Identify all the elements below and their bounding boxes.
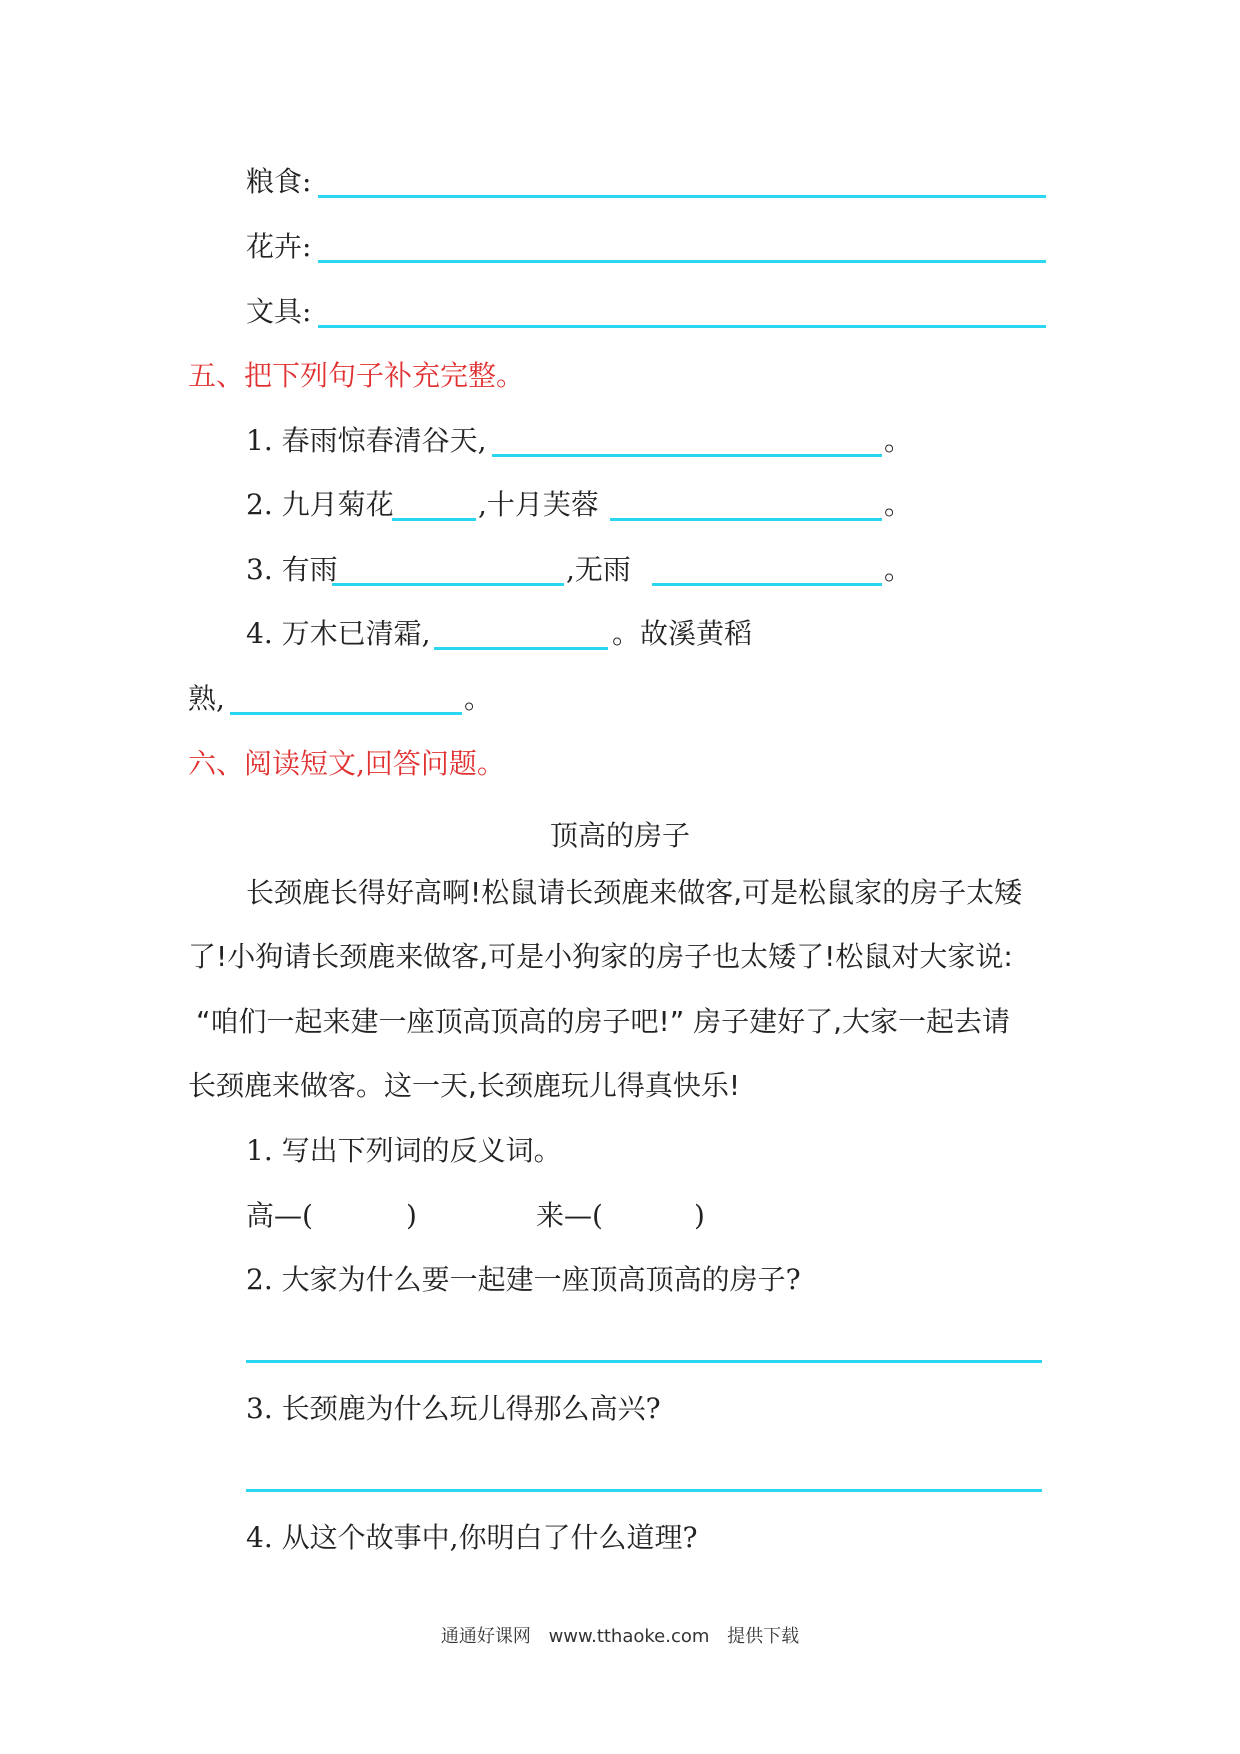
q1-blank[interactable] bbox=[492, 454, 882, 457]
q2-text-b: ,十月芙蓉 bbox=[478, 488, 599, 521]
paragraph-line-1 bbox=[0, 876, 1240, 935]
section6-q2 bbox=[0, 1263, 1240, 1322]
answer-row-grain bbox=[0, 165, 1240, 224]
section5-q3 bbox=[0, 553, 1240, 612]
footer bbox=[0, 1622, 1240, 1648]
footer-suffix: 提供下载 bbox=[727, 1626, 800, 1647]
q4-text-b: 。故溪黄稻 bbox=[612, 617, 753, 650]
q1-text: 1. 春雨惊春清谷天, bbox=[246, 424, 487, 457]
paragraph-line-4 bbox=[0, 1069, 1240, 1128]
answer-row-flowers bbox=[0, 230, 1240, 289]
antonym-pair-1-end: ) bbox=[406, 1199, 417, 1232]
paragraph-text-3: “咱们一起来建一座顶高顶高的房子吧!” 房子建好了,大家一起去请 bbox=[196, 1005, 1011, 1038]
answer-line-stationery[interactable] bbox=[318, 325, 1046, 328]
section5-q1 bbox=[0, 424, 1240, 483]
paragraph-line-2 bbox=[0, 940, 1240, 999]
s6-q3-answer-line[interactable] bbox=[246, 1489, 1042, 1492]
section6-heading: 六、阅读短文,回答问题。 bbox=[188, 747, 505, 780]
antonym-blank-1[interactable] bbox=[312, 1202, 404, 1232]
s6-q3-text: 3. 长颈鹿为什么玩儿得那么高兴? bbox=[246, 1392, 661, 1425]
answer-row-stationery bbox=[0, 295, 1240, 354]
paragraph-text-4: 长颈鹿来做客。这一天,长颈鹿玩儿得真快乐! bbox=[188, 1069, 741, 1102]
q2-blank-2[interactable] bbox=[610, 518, 882, 521]
story-title: 顶高的房子 bbox=[549, 819, 690, 852]
label-grain: 粮食: bbox=[246, 165, 312, 198]
s6-q2-answer-line[interactable] bbox=[246, 1360, 1042, 1363]
s6-q2-text: 2. 大家为什么要一起建一座顶高顶高的房子? bbox=[246, 1263, 801, 1296]
section6-heading-row bbox=[0, 747, 1240, 806]
antonym-blank-2[interactable] bbox=[602, 1202, 694, 1232]
q3-blank-2[interactable] bbox=[652, 583, 882, 586]
q4-end: 。 bbox=[464, 682, 493, 715]
q3-end: 。 bbox=[884, 553, 913, 586]
paragraph-line-3 bbox=[0, 1005, 1240, 1064]
label-stationery: 文具: bbox=[246, 295, 312, 328]
q4-blank-1[interactable] bbox=[434, 647, 608, 650]
q3-text-a: 3. 有雨 bbox=[246, 553, 338, 586]
footer-url[interactable]: www.tthaoke.com bbox=[548, 1626, 710, 1647]
q2-end: 。 bbox=[884, 488, 913, 521]
q4-blank-2[interactable] bbox=[230, 712, 462, 715]
antonym-pair-1: 高—( bbox=[246, 1199, 313, 1232]
paragraph-text-2: 了!小狗请长颈鹿来做客,可是小狗家的房子也太矮了!松鼠对大家说: bbox=[188, 940, 1013, 973]
section5-heading: 五、把下列句子补充完整。 bbox=[188, 359, 525, 392]
section5-q2 bbox=[0, 488, 1240, 547]
antonym-pair-2: 来—( bbox=[536, 1199, 603, 1232]
answer-line-grain[interactable] bbox=[318, 195, 1046, 198]
section5-q4 bbox=[0, 617, 1240, 676]
section5-heading-row bbox=[0, 359, 1240, 418]
antonym-row bbox=[0, 1199, 1240, 1258]
q4-text-a: 4. 万木已清霜, bbox=[246, 617, 431, 650]
paragraph-text-1: 长颈鹿长得好高啊!松鼠请长颈鹿来做客,可是松鼠家的房子太矮 bbox=[246, 876, 1023, 909]
q4-text-c: 熟, bbox=[188, 682, 225, 715]
section6-q3 bbox=[0, 1392, 1240, 1451]
q3-blank-1[interactable] bbox=[332, 583, 564, 586]
antonym-pair-2-end: ) bbox=[694, 1199, 705, 1232]
section5-q4-cont bbox=[0, 682, 1240, 741]
footer-site: 通通好课网 bbox=[440, 1626, 531, 1647]
section6-q4 bbox=[0, 1521, 1240, 1580]
q3-text-b: ,无雨 bbox=[566, 553, 631, 586]
q2-blank-1[interactable] bbox=[392, 518, 476, 521]
s6-q1-text: 1. 写出下列词的反义词。 bbox=[246, 1134, 562, 1167]
answer-line-flowers[interactable] bbox=[318, 260, 1046, 263]
s6-q4-text: 4. 从这个故事中,你明白了什么道理? bbox=[246, 1521, 698, 1554]
q2-text-a: 2. 九月菊花 bbox=[246, 488, 394, 521]
q1-end: 。 bbox=[884, 424, 913, 457]
section6-q1 bbox=[0, 1134, 1240, 1193]
label-flowers: 花卉: bbox=[246, 230, 312, 263]
